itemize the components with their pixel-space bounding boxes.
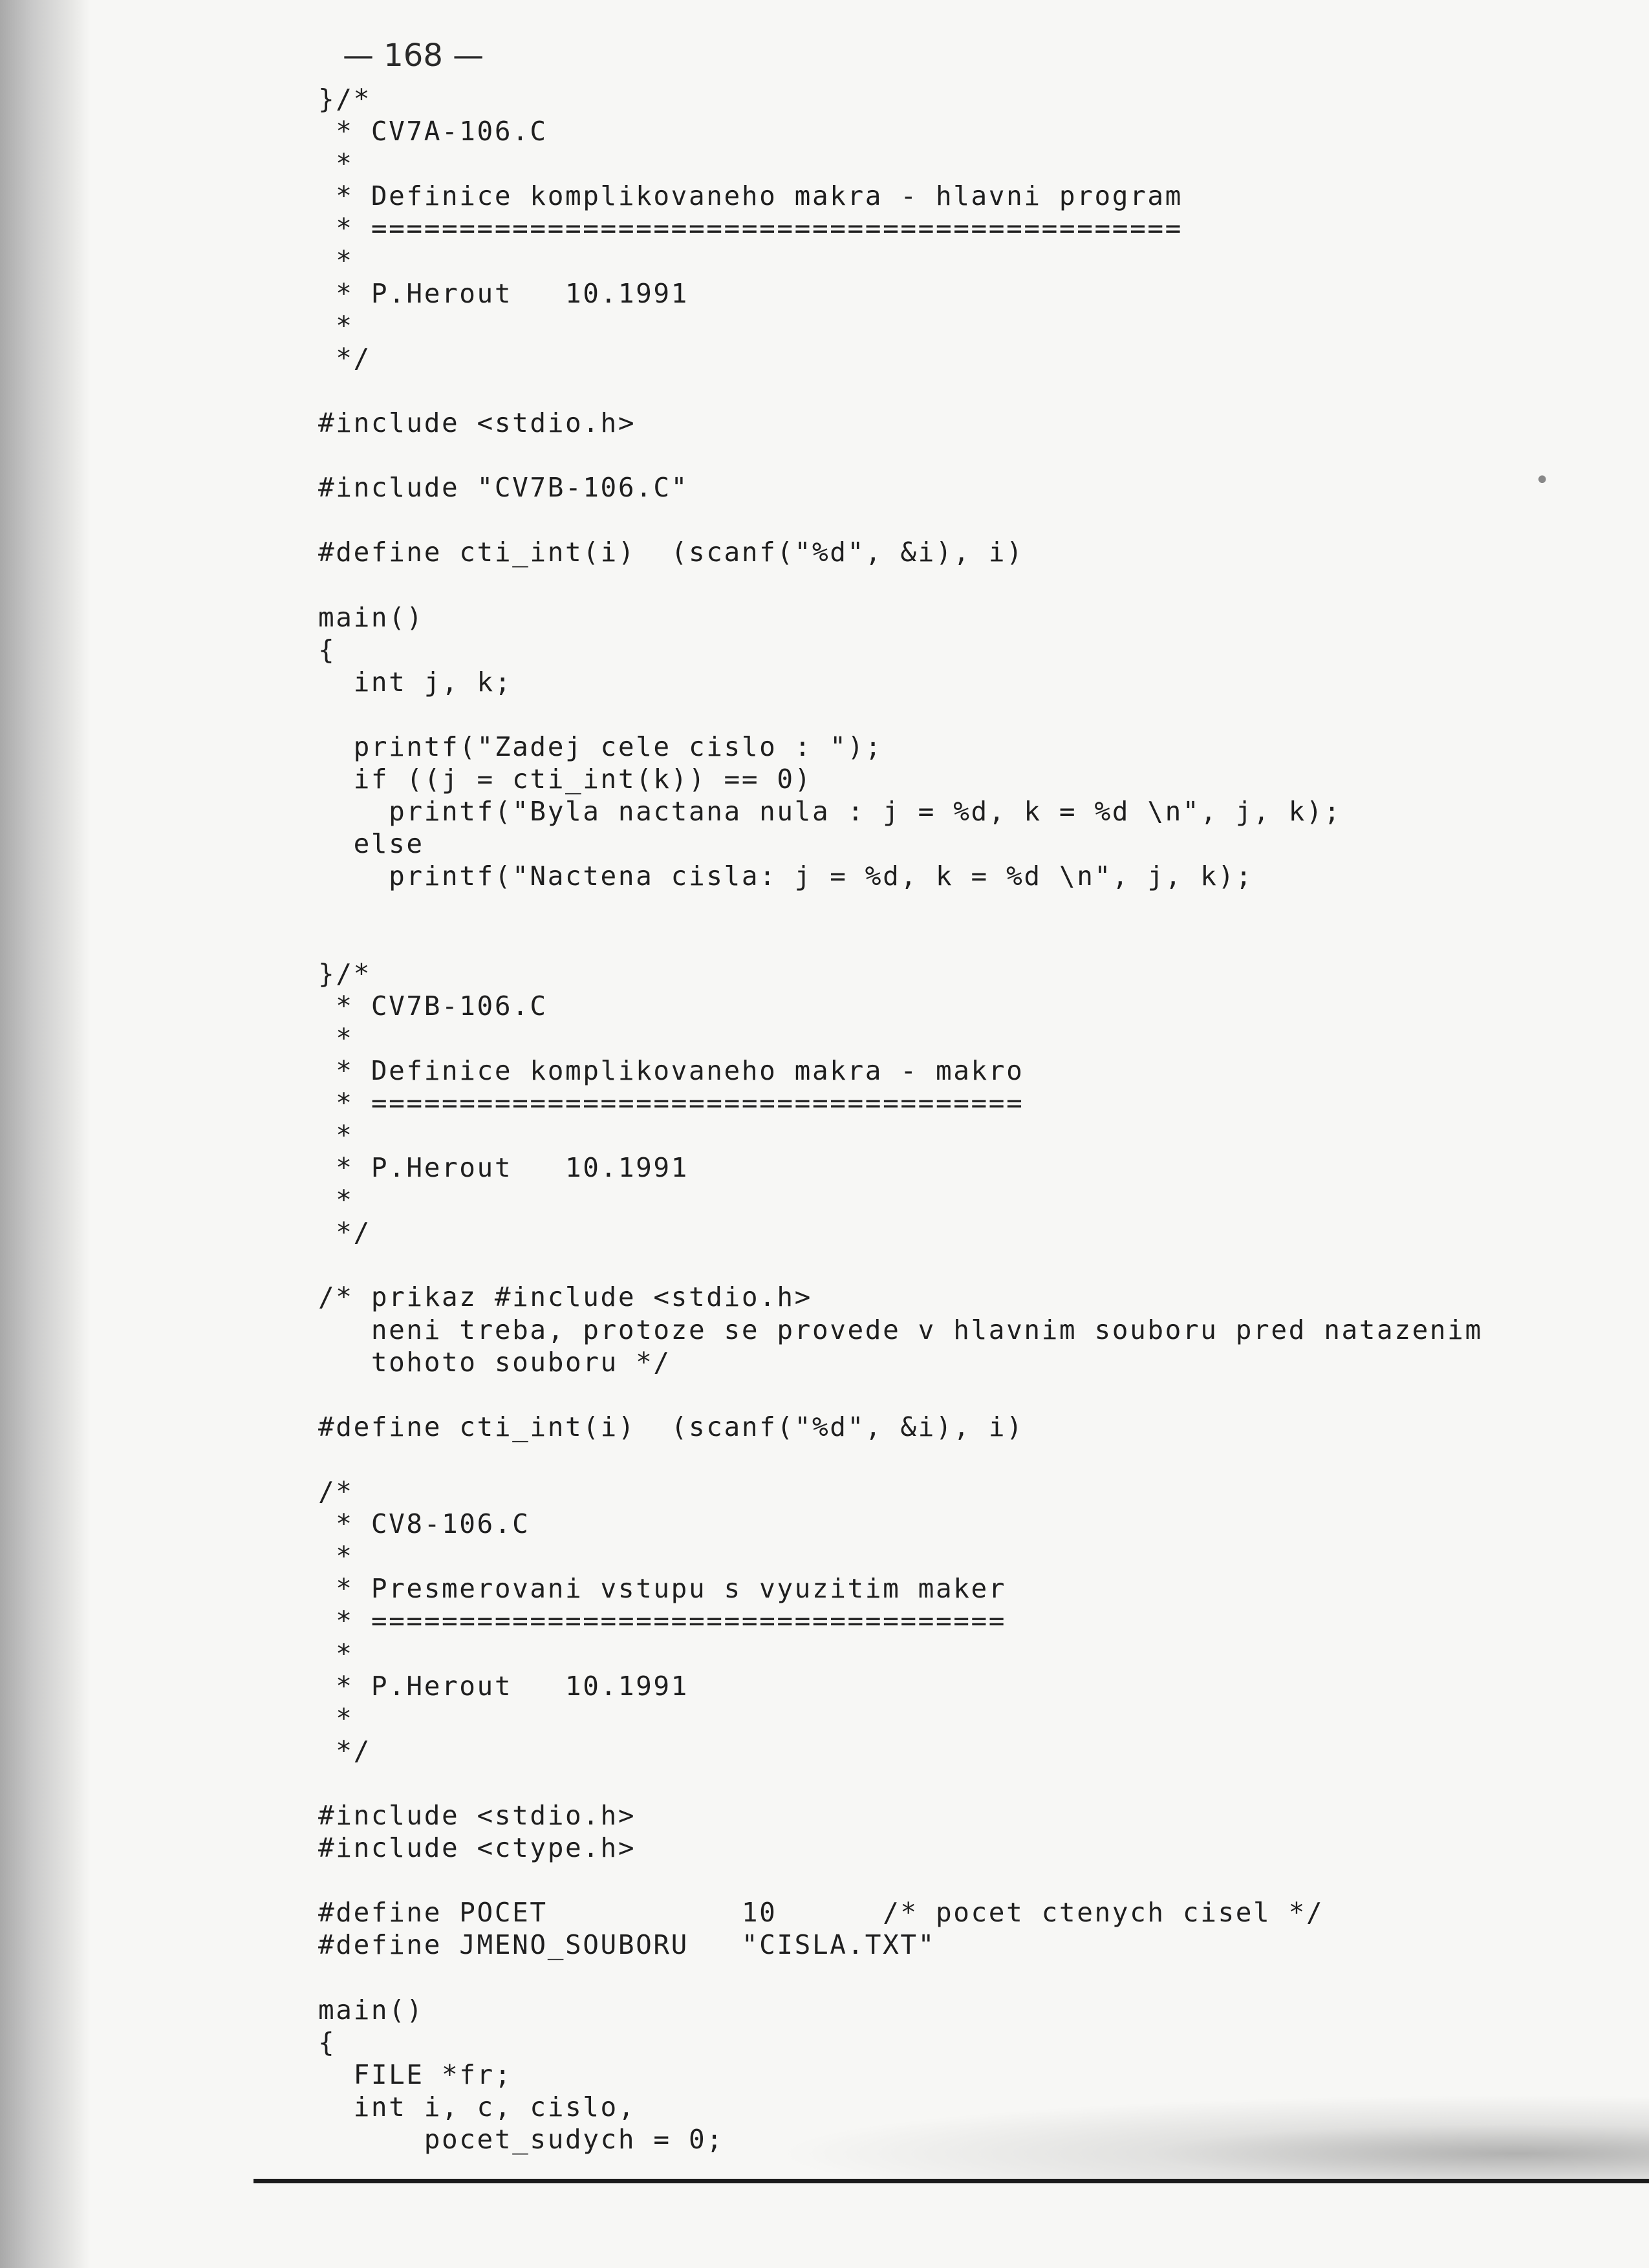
code-line: main() — [318, 1994, 424, 2026]
code-line: { — [318, 634, 336, 665]
code-line: /* — [318, 1476, 354, 1508]
code-line: * P.Herout 10.1991 — [318, 1152, 689, 1184]
code-line — [318, 568, 1483, 601]
code-line: #define cti_int(i) (scanf("%d", &i), i) — [318, 1411, 1024, 1442]
code-line: * P.Herout 10.1991 — [318, 1670, 689, 1702]
code-line: #include <ctype.h> — [318, 1832, 636, 1864]
code-line: /* prikaz #include <stdio.h> — [318, 1281, 812, 1313]
code-line: else — [318, 828, 424, 860]
code-line: * — [318, 1541, 354, 1572]
code-line — [318, 698, 1483, 731]
code-line — [318, 1443, 1483, 1475]
code-line: * — [318, 1638, 354, 1669]
code-line: * — [318, 1022, 354, 1054]
code-line: }/* — [318, 83, 371, 114]
code-listing — [318, 83, 1483, 2156]
code-line: */ — [318, 1735, 371, 1766]
code-line: * — [318, 1184, 354, 1216]
code-line: * ============================================== — [318, 213, 1183, 244]
code-line: #define JMENO_SOUBORU "CISLA.TXT" — [318, 1929, 936, 1961]
code-line: * — [318, 245, 354, 277]
code-line — [318, 925, 1483, 957]
code-line: { — [318, 2026, 336, 2058]
code-line — [318, 374, 1483, 407]
code-line: * — [318, 1120, 354, 1151]
bottom-rule — [253, 2179, 1649, 2183]
code-line: * CV7A-106.C — [318, 116, 548, 147]
code-line: * CV8-106.C — [318, 1508, 530, 1540]
code-line: * — [318, 148, 354, 180]
code-line — [318, 1378, 1483, 1411]
code-line: * — [318, 1702, 354, 1734]
code-line: int i, c, cislo, — [318, 2091, 636, 2123]
code-line: pocet_sudych = 0; — [318, 2123, 724, 2155]
code-line: */ — [318, 342, 371, 374]
code-line: main() — [318, 601, 424, 633]
code-line: * ==================================== — [318, 1605, 1007, 1637]
code-line: printf("Zadej cele cislo : "); — [318, 731, 883, 762]
code-line: * — [318, 310, 354, 341]
code-line: neni treba, protoze se provede v hlavnim souboru pred natazenim — [318, 1314, 1483, 1345]
code-line — [318, 1248, 1483, 1281]
code-line: printf("Nactena cisla: j = %d, k = %d \n", j, k); — [318, 861, 1254, 892]
code-line: int j, k; — [318, 666, 513, 698]
code-line: */ — [318, 1217, 371, 1248]
code-line: #include "CV7B-106.C" — [318, 472, 689, 504]
code-line: if ((j = cti_int(k)) == 0) — [318, 763, 812, 795]
code-line: #define POCET 10 /* pocet ctenych cisel */ — [318, 1897, 1324, 1929]
code-line — [318, 504, 1483, 536]
code-line: * CV7B-106.C — [318, 990, 548, 1022]
code-line: * Definice komplikovaneho makra - makro — [318, 1054, 1024, 1086]
code-line: tohoto souboru */ — [318, 1346, 671, 1378]
code-line — [318, 892, 1483, 925]
code-line: #include <stdio.h> — [318, 407, 636, 438]
code-line — [318, 1961, 1483, 1993]
code-line: * P.Herout 10.1991 — [318, 277, 689, 309]
photocopy-spine-shadow — [0, 0, 91, 2268]
code-line: }/* — [318, 957, 371, 989]
code-line: * Definice komplikovaneho makra - hlavni program — [318, 180, 1183, 212]
code-line — [318, 439, 1483, 471]
code-line — [318, 1767, 1483, 1799]
page-number: — 168 — — [343, 37, 484, 74]
code-line: #include <stdio.h> — [318, 1799, 636, 1831]
code-line — [318, 1864, 1483, 1896]
code-line: FILE *fr; — [318, 2059, 513, 2090]
code-line: * ===================================== — [318, 1087, 1024, 1118]
code-line: printf("Byla nactana nula : j = %d, k = %d \n", j, k); — [318, 796, 1342, 828]
margin-dot: • — [1535, 465, 1550, 495]
code-line: #define cti_int(i) (scanf("%d", &i), i) — [318, 537, 1024, 568]
code-line: * Presmerovani vstupu s vyuzitim maker — [318, 1573, 1007, 1605]
